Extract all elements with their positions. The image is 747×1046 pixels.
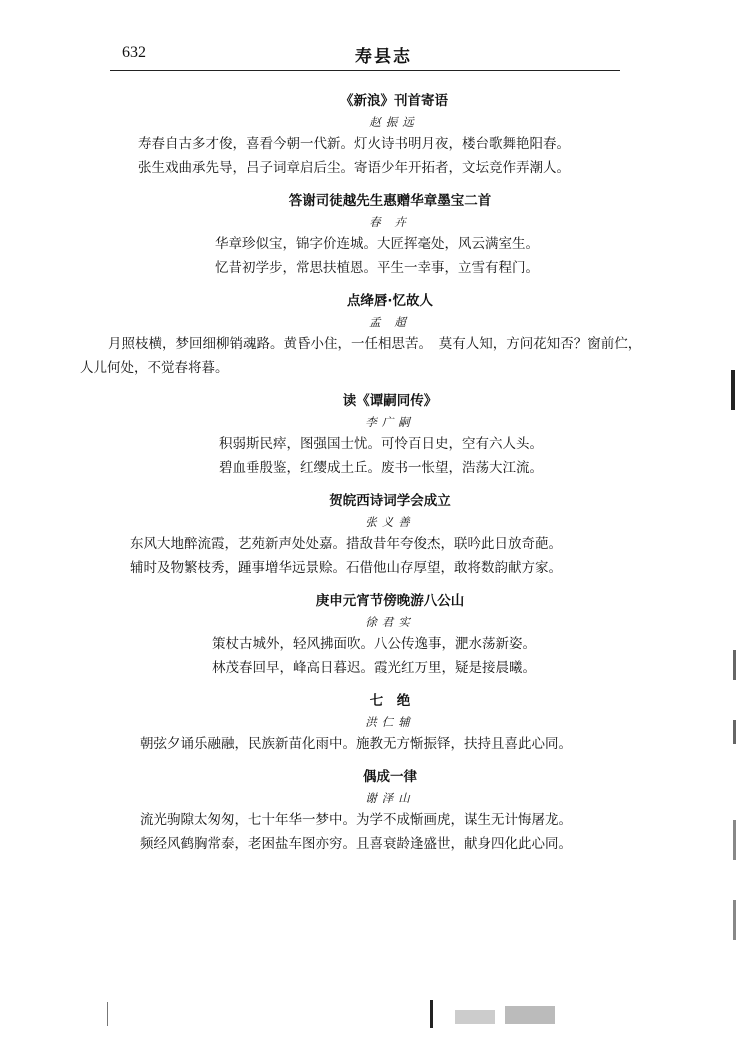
poem-author: 张义善 [365,515,415,529]
poem-title: 贺皖西诗词学会成立 [329,493,451,509]
book-title: 寿县志 [355,47,412,67]
poem-author: 徐君实 [365,615,415,629]
scan-artifacts [95,1000,615,1030]
poem-line: 频经风鹤胸常泰，老困盐车图亦穷。且喜衰龄逢盛世，献身四化此心同。 [140,836,572,852]
poem-title: 答谢司徒越先生惠赠华章墨宝二首 [288,193,492,209]
poem-title: 偶成一律 [363,769,417,785]
poem-title: 七 绝 [369,693,411,709]
poem [130,490,650,580]
page-number: 632 [122,44,146,61]
poem-line: 华章珍似宝，锦字价连城。大匠挥毫处，风云满室生。 [215,236,539,252]
poem-line: 积弱斯民瘁，图强国士忧。可怜百日史，空有六人头。 [219,436,543,452]
poem-list [80,80,650,856]
poem-author: 谢泽山 [365,791,415,805]
poem-line: 辅时及物繁枝秀，踵事增华远景赊。石借他山存厚望，敢将数韵献方家。 [130,560,562,576]
poem-title: 读《谭嗣同传》 [342,393,438,409]
poem [130,190,650,280]
poem-title: 庚申元宵节傍晚游八公山 [315,593,465,609]
poem-line: 策杖古城外，轻风拂面吹。八公传逸事，淝水荡新姿。 [212,636,536,652]
header-rule [110,70,620,71]
poem-line: 忆昔初学步，常思扶植恩。平生一幸事，立雪有程门。 [215,260,539,276]
poem-author: 洪仁辅 [365,715,415,729]
poem-title: 《新浪》刊首寄语 [340,93,448,109]
poem-author: 春 卉 [369,215,411,229]
poem-author: 孟 超 [369,315,411,329]
poem [130,766,650,856]
poem-line: 流光驹隙太匆匆，七十年华一梦中。为学不成惭画虎，谋生无计悔屠龙。 [140,812,572,828]
poem-line: 张生戏曲承先导，吕子词章启后尘。寄语少年开拓者，文坛竞作弄潮人。 [138,160,570,176]
poem-line: 朝弦夕诵乐融融，民族新苗化雨中。施教无方惭振铎，扶持且喜此心同。 [140,736,572,752]
poem-title: 点绛唇·忆故人 [346,293,434,309]
poem-line: 月照枝横，梦回细柳销魂路。黄昏小住，一任相思苦。 莫有人知，方问花知否？窗前伫，人儿何处，不觉春将暮。 [80,336,642,376]
poem-line: 林茂春回早，峰高日暮迟。霞光红万里，疑是接晨曦。 [212,660,536,676]
poem [130,690,650,756]
poem-line: 寿春自古多才俊，喜看今朝一代新。灯火诗书明月夜，楼台歌舞艳阳春。 [138,136,570,152]
poem [130,90,650,180]
poem-line: 碧血垂殷鉴，红缨成土丘。废书一怅望，浩荡大江流。 [219,460,543,476]
poem-author: 李广嗣 [365,415,415,429]
poem-author: 赵振远 [369,115,419,129]
poem-line: 东风大地醉流霞，艺苑新声处处嘉。措敌昔年夸俊杰，联吟此日放奇葩。 [130,536,562,552]
poem [80,290,650,380]
poem [130,590,650,680]
poem [130,390,650,480]
